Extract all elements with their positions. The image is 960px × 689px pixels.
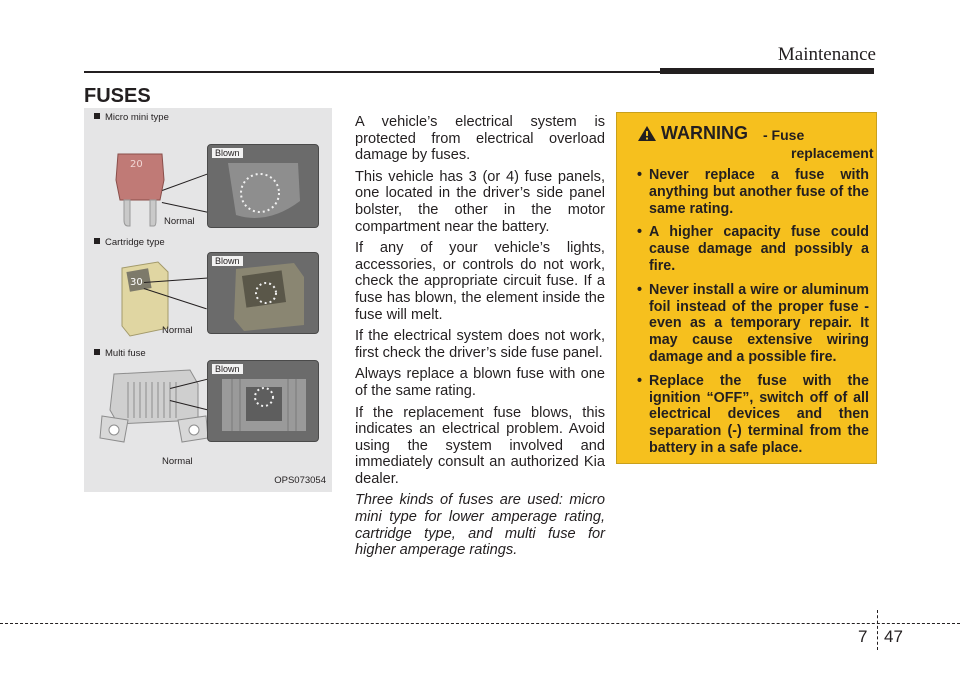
cartridge-blown-label: Blown bbox=[212, 256, 243, 266]
micro-mini-label: Micro mini type bbox=[94, 112, 169, 123]
leader-line bbox=[162, 202, 209, 213]
multi-fuse-label: Multi fuse bbox=[94, 348, 146, 359]
header-rule-accent bbox=[660, 68, 874, 74]
cartridge-normal-label: Normal bbox=[162, 325, 193, 336]
micro-blown-inset bbox=[207, 144, 319, 228]
warning-word: WARNING bbox=[661, 123, 748, 143]
footer-divider bbox=[877, 610, 878, 650]
chapter-number: 7 bbox=[858, 627, 868, 646]
footer-rule bbox=[0, 623, 960, 624]
warning-triangle-icon bbox=[637, 125, 657, 142]
paragraph: A vehicle’s electrical system is protected from electrical overload damage by fuses. bbox=[355, 114, 605, 164]
body-text bbox=[355, 114, 605, 564]
micro-blown-label: Blown bbox=[212, 148, 243, 158]
figure-code: OPS073054 bbox=[274, 475, 326, 486]
paragraph-italic: Three kinds of fuses are used: micro mini type for lower amperage rating, cartridge type, and multi fuse for higher amperage ratings. bbox=[355, 492, 605, 559]
warning-subject: - Fuse bbox=[763, 127, 805, 143]
warning-box bbox=[616, 112, 877, 464]
paragraph: If the replacement fuse blows, this indicates an electrical problem. Avoid using the system involved and immediately consult an authorized Kia dealer. bbox=[355, 404, 605, 487]
leader-line bbox=[162, 174, 207, 191]
warning-item: • Replace the fuse with the ignition “OFF”, switch off of all electrical devices and then separation (-) terminal from the battery in a safe place. bbox=[637, 372, 869, 456]
paragraph: This vehicle has 3 (or 4) fuse panels, one located in the driver’s side panel bolster, the other in the motor compartment near the battery. bbox=[355, 168, 605, 235]
micro-fuse-drawing bbox=[112, 150, 168, 230]
paragraph: Always replace a blown fuse with one of the same rating. bbox=[355, 366, 605, 399]
cartridge-blown-inset bbox=[207, 252, 319, 334]
page-number: 47 bbox=[884, 627, 903, 646]
fuse-illustration bbox=[84, 108, 332, 492]
multi-normal-label: Normal bbox=[162, 456, 193, 467]
running-header: Maintenance bbox=[777, 44, 876, 65]
warning-item: • Never install a wire or aluminum foil instead of the proper fuse - even as a temporary repair. It may cause extensive wiring damage and a possible fire. bbox=[637, 281, 869, 365]
cartridge-fuse-rating: 30 bbox=[130, 277, 143, 288]
micro-normal-label: Normal bbox=[164, 216, 195, 227]
micro-fuse-rating: 20 bbox=[130, 159, 143, 170]
section-title: FUSES bbox=[84, 85, 151, 107]
warning-list bbox=[627, 167, 869, 464]
square-bullet-icon bbox=[94, 238, 100, 244]
multi-blown-inset bbox=[207, 360, 319, 442]
square-bullet-icon bbox=[94, 349, 100, 355]
paragraph: If any of your vehicle’s lights, accessories, or controls do not work, check the appropriate circuit fuse. If a fuse has blown, the element inside the fuse will melt. bbox=[355, 240, 605, 323]
warning-item: • Never replace a fuse with anything but another fuse of the same rating. bbox=[637, 167, 869, 217]
cartridge-label: Cartridge type bbox=[94, 237, 165, 248]
multi-blown-label: Blown bbox=[212, 364, 243, 374]
warning-item: • A higher capacity fuse could cause damage and possibly a fire. bbox=[637, 224, 869, 274]
paragraph: If the electrical system does not work, first check the driver’s side fuse panel. bbox=[355, 328, 605, 361]
square-bullet-icon bbox=[94, 113, 100, 119]
warning-subject-line2: replacement bbox=[791, 145, 874, 161]
